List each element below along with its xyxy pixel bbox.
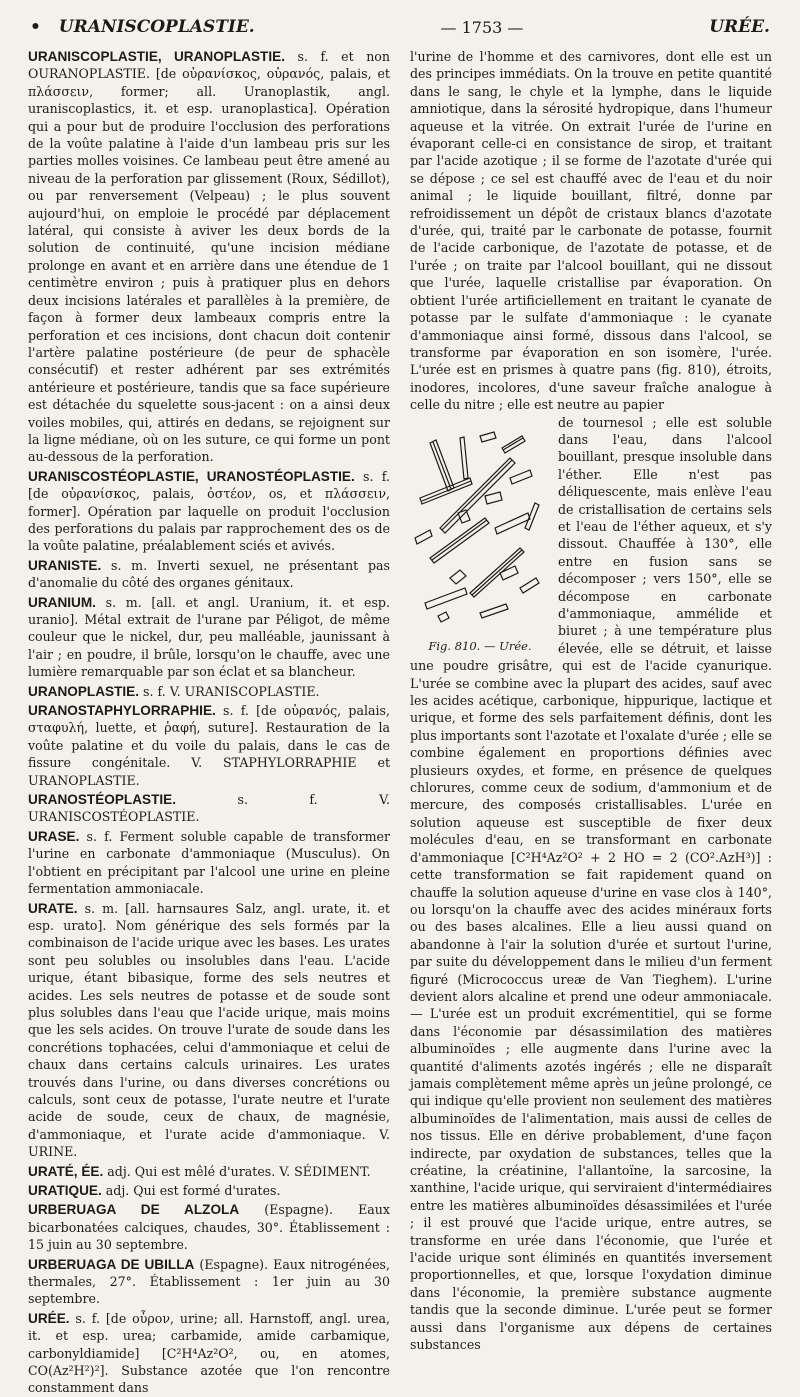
entry-text: s. f. Ferment soluble capable de transformer l'urine en carbonate d'ammoniaque (Musculus). On l'obtient en précipitant par l'alcool une urine en pleine fermentation ammoniacale. [28, 828, 390, 897]
left-column [28, 48, 391, 1396]
running-header [30, 12, 770, 42]
entry-uraniste [28, 557, 390, 592]
entry-text: s. f. V. URANISCOSTÉOPLASTIE. [28, 792, 390, 825]
headword: URÉE. [28, 1310, 70, 1326]
headword: URASE. [28, 828, 80, 844]
urea-crystals-illustration [410, 418, 550, 636]
figure-810 [410, 418, 550, 655]
entry-text: adj. Qui est formé d'urates. [101, 1183, 281, 1198]
entry-urate [28, 900, 390, 1161]
entry-text: s. m. Inverti sexuel, ne présentant pas d'anomalie du côté des organes génitaux. [28, 557, 390, 591]
header-left [30, 17, 255, 37]
entry-text: s. f. [de οὐρανός, palais, σταφυλή, luette, et ῥαφή, suture]. Restauration de la voûte palatine et du voile du palais, dans le cas de fissure congénitale. V. STAPHYLORRAPHIE et URANOPLASTIE. [28, 703, 390, 788]
figure-caption: Fig. 810. — Urée. [428, 638, 532, 653]
entry-text: s. f. [de οὖρον, urine; all. Harnstoff, angl. urea, it. et esp. urea; carbamide, amide carbamique, carbonyldiamide] [C²H⁴Az²O², ou, en atomes, CO(Az²H²)²]. Substance azotée que l'on rencontre constamment dans [28, 1310, 390, 1396]
entry-uree [28, 1310, 390, 1397]
headword: URANISTE. [28, 557, 102, 573]
entry-uraniscoplastie [28, 48, 390, 466]
headword: URANOSTAPHYLORRAPHIE. [28, 703, 216, 719]
entry-urberuaga-alzola [28, 1201, 390, 1253]
headword: URATIQUE. [28, 1183, 102, 1198]
entry-text: s. m. [all. harnsaures Salz, angl. urate, it. et esp. urato]. Nom générique des sels formés par la combinaison de l'acide urique avec les bases. Les urates sont peu solubles ou insolubles dans l'eau. L'acide urique, étant bibasique, forme des sels neutres et acides. Les sels neutres de potasse et de soude sont plus solubles dans l'eau que l'acide urique, mais moins que les sels acides. On trouve l'urate de soude dans les concrétions tophacées, celui d'ammoniaque et celui de chaux dans certains calculs urinaires. Les urates trouvés dans l'urine, ou dans diverses concrétions ou calculs, sont ceux de potasse, l'urate neutre et l'urate acide de soude, ceux de chaux, de magnésie, d'ammoniaque, et l'urate acide d'ammoniaque. V. URINE. [28, 900, 390, 1160]
headword: URATE. [28, 900, 78, 916]
entry-uratique [28, 1182, 390, 1199]
header-right-title: URÉE. [709, 17, 770, 37]
headword: URANOPLASTIE. [28, 683, 140, 699]
headword: URANISCOSTÉOPLASTIE, URANOSTÉOPLASTIE. [28, 468, 355, 484]
entry-urate-ee [28, 1163, 390, 1180]
page-number: — 1753 — [440, 17, 524, 37]
entry-urase [28, 828, 390, 898]
entry-urberuaga-ubilla [28, 1256, 390, 1308]
uree-properties-text: de tournesol ; elle est soluble dans l'eau, dans l'alcool bouillant, presque insoluble dans l'éther. Elle n'est pas déliquescente, mais enlève l'eau de cristallisation de certains sels et l'eau de l'éther aqueux, et s'y dissout. Chauffée à 130°, elle entre en fusion sans se décomposer ; vers 150°, elle se décompose en carbonate d'ammoniaque, ammélide et biuret ; à une température plus élevée, elle se détruit, et laisse une poudre grisâtre, qui est de l'acide cyanurique. L'urée se combine avec la plupart des acides, sauf avec les acides acétique, carbonique, hippurique, lactique et urique, et forme des sels parfaitement définis, dont les plus importants sont l'azotate et l'oxalate d'urée ; elle se combine également en proportions définies avec plusieurs oxydes, et forme, en présence de quelques chlorures, comme ceux de sodium, d'ammonium et de mercure, des composés cristallisables. L'urée en solution aqueuse est susceptible de fixer deux molécules d'eau, en se transformant en carbonate d'ammoniaque [C²H⁴Az²O² + 2 HO = 2 (CO².AzH³)] : cette transformation se fait rapidement quand on chauffe la solution aqueuse d'urine en vase clos à 140°, ou lorsqu'on la chauffe avec des acides minéraux forts ou des bases alcalines. Elle a lieu aussi quand on abandonne à l'air la solution d'urée et surtout l'urine, par suite du développement dans le milieu d'un ferment figuré (Micrococcus ureæ de Van Tieghem). L'urine devient alors alcaline et prend une odeur ammoniacale. — L'urée est un produit excrémentitiel, qui se forme dans l'économie par désassimilation des matières albuminoïdes ; elle augmente dans l'urine avec la quantité d'aliments azotés ingérés ; elle ne disparaît jamais complètement même après un jeûne prolongé, ce qui indique qu'elle provient non seulement des matières albuminoïdes de l'alimentation, mais aussi de celles de nos tissus. Elle en dérive probablement, d'une façon indirecte, par oxydation de substances, telles que la créatine, la créatinine, l'allantoïne, la sarcosine, la xanthine, l'acide urique, qui serviraient d'intermédiaires entre les matières albuminoïdes désassimilées et l'urée ; il est prouvé que l'acide urique, entre autres, se transforme en urée dans l'économie, que l'urée et l'acide urique sont éliminés en quantités inversement proportionnelles, et que, lorsque l'oxydation diminue dans l'économie, la première substance augmente tandis que la seconde diminue. L'urée peut se former aussi dans l'organisme aux dépens de certaines substances [410, 414, 772, 1353]
headword: URATÉ, ÉE. [28, 1163, 104, 1179]
entry-uraniscosteoplastie [28, 468, 390, 555]
headword: URANIUM. [28, 594, 96, 610]
headword: URANISCOPLASTIE, URANOPLASTIE. [28, 49, 285, 64]
headword: URBERUAGA DE UBILLA [28, 1256, 195, 1272]
header-bullet: • [30, 17, 41, 37]
entry-text: s. f. et non OURANOPLASTIE. [de οὐρανίσκος, οὐρανός, palais, et πλάσσειν, former; all. Uranoplastik, angl. uraniscoplastics, it. et esp. uranoplastica]. Opération qui a pour but de produire l'occlusion des perforations de la voûte palatine à l'aide d'un lambeau pris sur les parties molles voisines. Ce lambeau peut être amené au niveau de la perforation par glissement (Roux, Sédillot), ou par renversement (Velpeau) ; le plus souvent aujourd'hui, on emploie le procédé par déplacement latéral, qui consiste à aviver les deux bords de la solution de continuité, qu'une incision médiane prolonge en avant et en arrière dans une étendue de 1 centimètre environ ; puis à pratiquer plus en dehors deux incisions latérales et parallèles à la première, de façon à former deux lambeaux compris entre la perforation et ces incisions, dont chacun doit contenir l'artère palatine postérieure (de peur de sphacèle consécutif) et rester adhérent par ses extrémités antérieure et postérieure, tandis que sa face supérieure est détachée du squelette sous-jacent : on a ainsi deux voiles mobiles, qui, attirés en dedans, se rejoignent sur la ligne médiane, où on les suture, ce qui forme un pont au-dessous de la perforation. [28, 49, 390, 465]
entry-uranostaphylorraphie [28, 702, 390, 789]
header-left-title: URANISCOPLASTIE. [58, 17, 255, 37]
entry-uranium [28, 594, 390, 681]
entry-uranoplastie [28, 683, 390, 700]
entry-text: s. f. [de οὐρανίσκος, palais, ὀστέον, os, et πλάσσειν, former]. Opération par laquelle on produit l'occlusion des perforations du palais par rapprochement des os de la voûte palatine, préalablement sciés et avivés. [28, 468, 390, 554]
headword: URBERUAGA DE ALZOLA [28, 1202, 240, 1218]
entry-text: (Espagne). Eaux bicarbonatées calciques, chaudes, 30°. Établissement : 15 juin au 30 septembre. [28, 1202, 391, 1253]
entry-text: adj. Qui est mêlé d'urates. V. SÉDIMENT. [103, 1163, 371, 1179]
entry-text: s. m. [all. et angl. Uranium, it. et esp. uranio]. Métal extrait de l'urane par Péligot, de même couleur que le nickel, dur, peu malléable, jaunissant à l'air ; en poudre, il brûle, lorsqu'on le chauffe, avec une lumière remarquable par son éclat et sa blancheur. [28, 594, 390, 680]
uree-continuation-text: l'urine de l'homme et des carnivores, dont elle est un des principes immédiats. On la trouve en petite quantité dans le sang, le chyle et la lymphe, dans le liquide amniotique, dans la sérosité hydropique, dans l'humeur aqueuse et la vitrée. On extrait l'urée de l'urine en évaporant celle-ci en consistance de sirop, et traitant par l'acide azotique ; il se forme de l'azotate d'urée qui se dépose ; ce sel est chauffé avec de l'eau et du noir animal ; le liquide bouillant, filtré, donne par refroidissement un dépôt de cristaux blancs d'azotate d'urée, qui, traité par le carbonate de potasse, fournit de l'acide carbonique, de l'azotate de potasse, et de l'urée ; on traite par l'alcool bouillant, qui ne dissout que l'urée, laquelle cristallise par évaporation. On obtient l'urée artificiellement en traitant le cyanate de potasse par le sulfate d'ammoniaque : le cyanate d'ammoniaque ainsi formé, dissous dans l'alcool, se transforme par évaporation en son isomère, l'urée. L'urée est en prismes à quatre pans (fig. 810), étroits, inodores, incolores, d'une saveur fraîche analogue à celle du nitre ; elle est neutre au papier [410, 49, 772, 413]
entry-uranosteoplastie [28, 791, 390, 826]
right-column [410, 48, 772, 1353]
entry-text: s. f. V. URANISCOPLASTIE. [139, 683, 320, 699]
headword: URANOSTÉOPLASTIE. [28, 792, 177, 808]
entry-text: (Espagne). Eaux nitrogénées, thermales, 27°. Établissement : 1er juin au 30 septembre. [28, 1256, 390, 1307]
